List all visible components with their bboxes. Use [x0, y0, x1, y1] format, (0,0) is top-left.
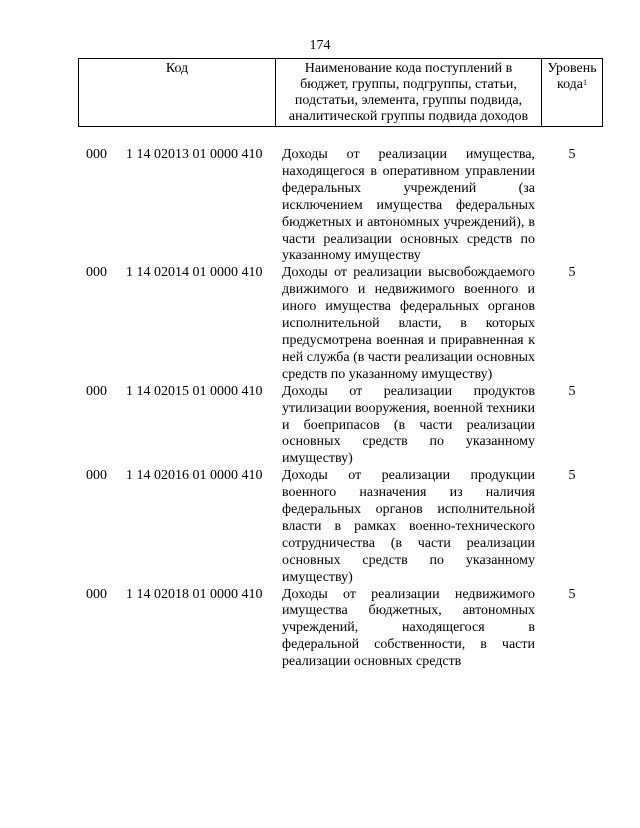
- table-row: [0, 384, 640, 469]
- page-number: 174: [309, 38, 331, 53]
- header-code-label: Код: [165, 61, 189, 76]
- revenue-code: 1 14 02018 01 0000 410: [126, 586, 263, 602]
- code-level: 5: [568, 468, 576, 484]
- revenue-name: Доходы от реализации высвобождаемого движимого и недвижимого военного и иного имущества федеральных органов исполнительной власти, в которых предусмотрена военная и приравненная к ней служба (в части реализации основных средств по указанному имуществу): [282, 265, 535, 382]
- admin-code: 000: [86, 586, 107, 602]
- table-row: [0, 468, 640, 586]
- footnote-marker: 1: [583, 78, 588, 87]
- revenue-name: Доходы от реализации продуктов утилизации вооружения, военной техники и боеприпасов (в части реализации основных средств по указанному имуществу): [282, 383, 535, 467]
- table-row: [0, 587, 640, 672]
- code-level: 5: [568, 383, 576, 399]
- revenue-code: 1 14 02015 01 0000 410: [126, 383, 263, 399]
- admin-code: 000: [86, 468, 107, 484]
- revenue-name: Доходы от реализации имущества, находящегося в оперативном управлении федеральных учреждений (за исключением имущества федеральных бюджетных и автономных учреждений), в части реализации основных средств по указанному имуществу: [282, 147, 535, 264]
- header-name: [276, 59, 542, 127]
- table-body: [0, 147, 640, 671]
- header-name-label: Наименование кода поступлений в бюджет, группы, подгруппы, статьи, подстатьи, элемента, группы подвида, аналитической группы подвида доходов: [288, 61, 529, 124]
- header-level: [542, 59, 603, 127]
- code-level: 5: [568, 586, 576, 602]
- table-row: [0, 147, 640, 265]
- admin-code: 000: [86, 265, 107, 281]
- revenue-code: 1 14 02013 01 0000 410: [126, 147, 263, 162]
- header-level-label: Уровень кода: [547, 61, 597, 92]
- revenue-code: 1 14 02016 01 0000 410: [126, 468, 263, 484]
- table-header: [78, 58, 603, 127]
- revenue-code: 1 14 02014 01 0000 410: [126, 265, 263, 281]
- admin-code: 000: [86, 147, 107, 162]
- header-code: [79, 59, 276, 127]
- code-level: 5: [568, 265, 576, 281]
- table-row: [0, 265, 640, 383]
- revenue-name: Доходы от реализации продукции военного назначения из наличия федеральных органов исполнительной власти в рамках военно-технического сотрудничества (в части реализации основных средств по указанному имуществу): [282, 468, 535, 585]
- admin-code: 000: [86, 383, 107, 399]
- code-level: 5: [568, 147, 576, 162]
- revenue-name: Доходы от реализации недвижимого имущества бюджетных, автономных учреждений, находящегося в федеральной собственности, в части реализации основных средств: [282, 586, 535, 670]
